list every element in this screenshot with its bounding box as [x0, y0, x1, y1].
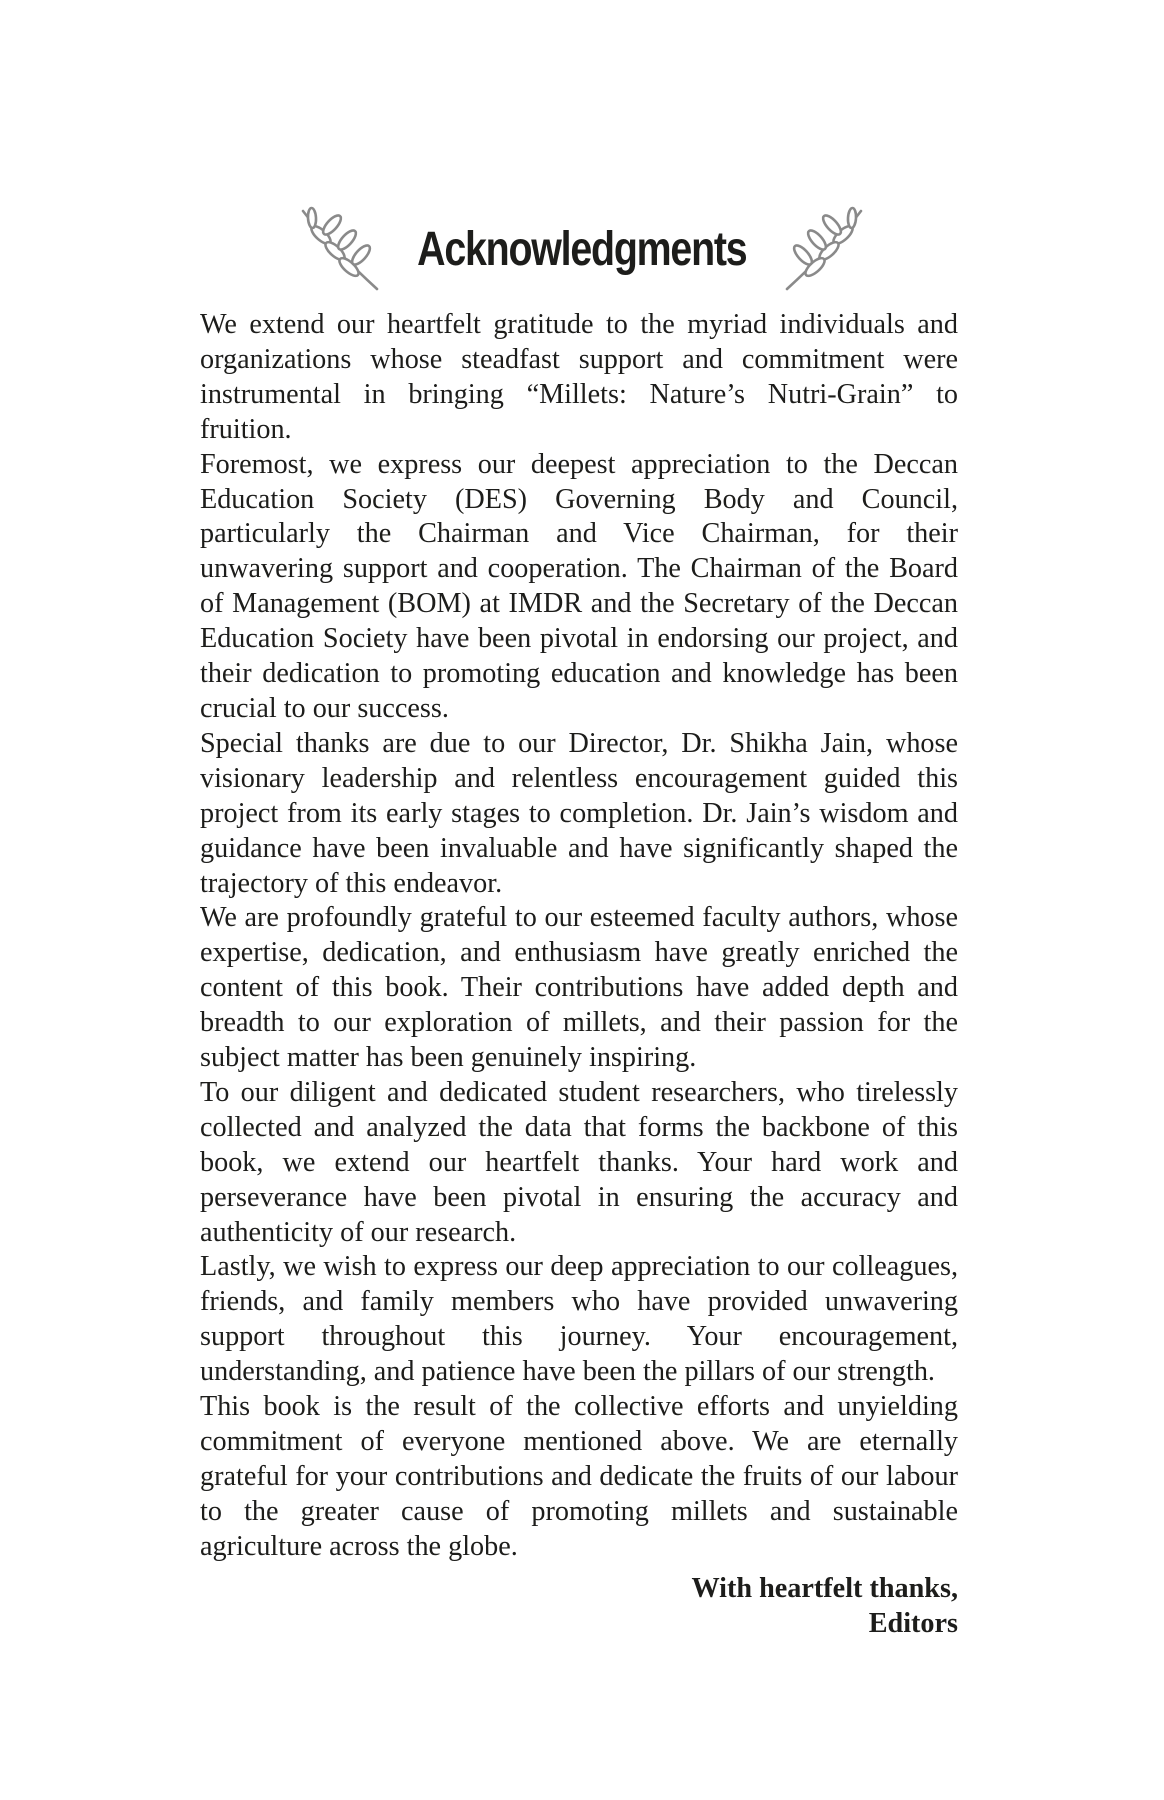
acknowledgments-body [200, 308, 958, 1641]
paragraph-des: Foremost, we express our deepest appreciation to the Deccan Education Society (DES) Governing Body and Council, particularly the Chairman and Vice Chairman, for their unwavering support and cooperation. The Chairman of the Board of Management (BOM) at IMDR and the Secretary of the Deccan Education Society have been pivotal in endorsing our project, and their dedication to promoting education and knowledge has been crucial to our success. [200, 448, 958, 724]
paragraph-faculty: We are profoundly grateful to our esteemed faculty authors, whose expertise, dedication, and enthusiasm have greatly enriched the content of this book. Their contributions have added depth and breadth to our exploration of millets, and their passion for the subject matter has been genuinely inspiring. [200, 902, 958, 1074]
paragraph-closing: This book is the result of the collective efforts and unyielding commitment of everyone mentioned above. We are eternally grateful for your contributions and dedicate the fruits of our labour to the greater cause of promoting millets and sustainable agriculture across the globe. [200, 1391, 958, 1562]
paragraph-director: Special thanks are due to our Director, Dr. Shikha Jain, whose visionary leadership and relentless encouragement guided this project from its early stages to completion. Dr. Jain’s wisdom and guidance have been invaluable and have significantly shaped the trajectory of this endeavor. [200, 727, 958, 899]
signoff-thanks: With heartfelt thanks, [691, 1572, 958, 1604]
signoff-editors: Editors [868, 1607, 958, 1639]
paragraph-students: To our diligent and dedicated student researchers, who tirelessly collected and analyzed the data that forms the backbone of this book, we extend our heartfelt thanks. Your hard work and perseverance have been pivotal in ensuring the accuracy and authenticity of our research. [200, 1076, 958, 1248]
paragraph-intro: We extend our heartfelt gratitude to the myriad individuals and organizations whose steadfast support and commitment were instrumental in bringing “Millets: Nature’s Nutri-Grain” to fruition. [200, 309, 958, 445]
page-heading [0, 205, 1164, 295]
wheat-sprig-icon [783, 205, 865, 295]
page-title: Acknowledgments [417, 223, 747, 276]
wheat-sprig-icon [299, 205, 381, 295]
paragraph-family: Lastly, we wish to express our deep appreciation to our colleagues, friends, and family members who have provided unwavering support throughout this journey. Your encouragement, understanding, and patience have been the pillars of our strength. [200, 1251, 958, 1388]
signoff [200, 1571, 958, 1641]
